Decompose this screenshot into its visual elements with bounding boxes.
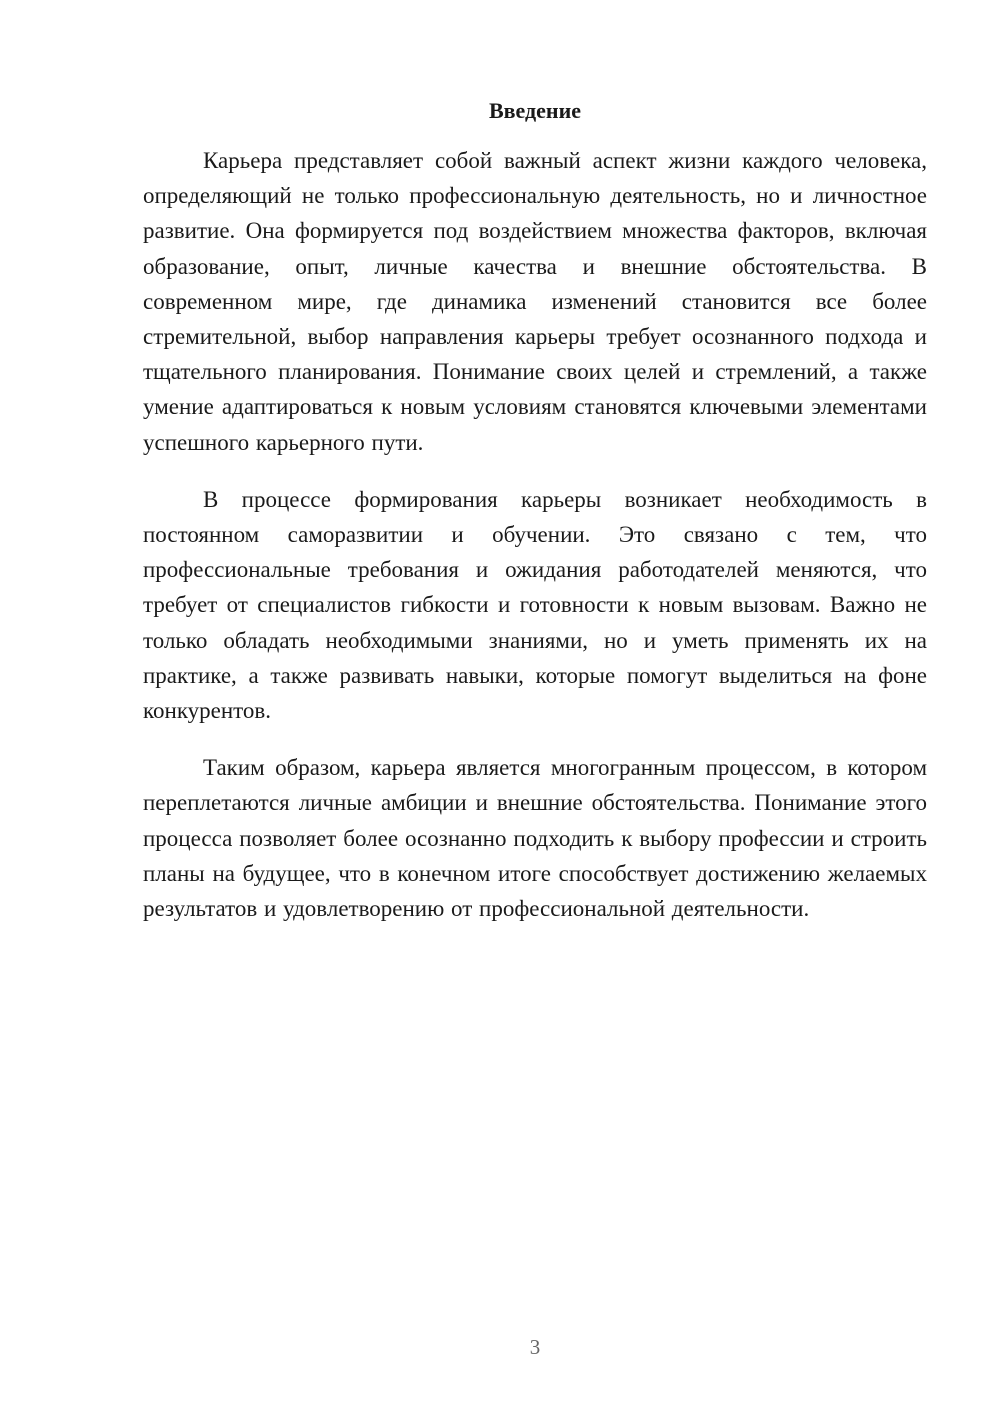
page-number: 3	[529, 1335, 541, 1359]
paragraph-3: Таким образом, карьера является многогранным процессом, в котором переплетаются личные амбиции и внешние обстоятельства. Понимание этого процесса позволяет более осознанно подходить к выбору профессии и строить планы на будущее, что в конечном итоге способствует достижению желаемых результатов и удовлетворению от профессиональной деятельности.	[143, 755, 927, 922]
paragraph-1: Карьера представляет собой важный аспект жизни каждого человека, определяющий не только профессиональную деятельность, но и личностное развитие. Она формируется под воздействием множества факторов, включая образование, опыт, личные качества и внешние обстоятельства. В современном мире, где динамика изменений становится все более стремительной, выбор направления карьеры требует осознанного подхода и тщательного планирования. Понимание своих целей и стремлений, а также умение адаптироваться к новым условиям становятся ключевыми элементами успешного карьерного пути.	[143, 148, 927, 455]
section-heading: Введение	[488, 98, 582, 123]
body-text	[143, 143, 927, 948]
paragraph-2: В процессе формирования карьеры возникает необходимость в постоянном саморазвитии и обучении. Это связано с тем, что профессиональные требования и ожидания работодателей меняются, что требует от специалистов гибкости и готовности к новым вызовам. Важно не только обладать необходимыми знаниями, но и уметь применять их на практике, а также развивать навыки, которые помогут выделиться на фоне конкурентов.	[143, 486, 927, 724]
